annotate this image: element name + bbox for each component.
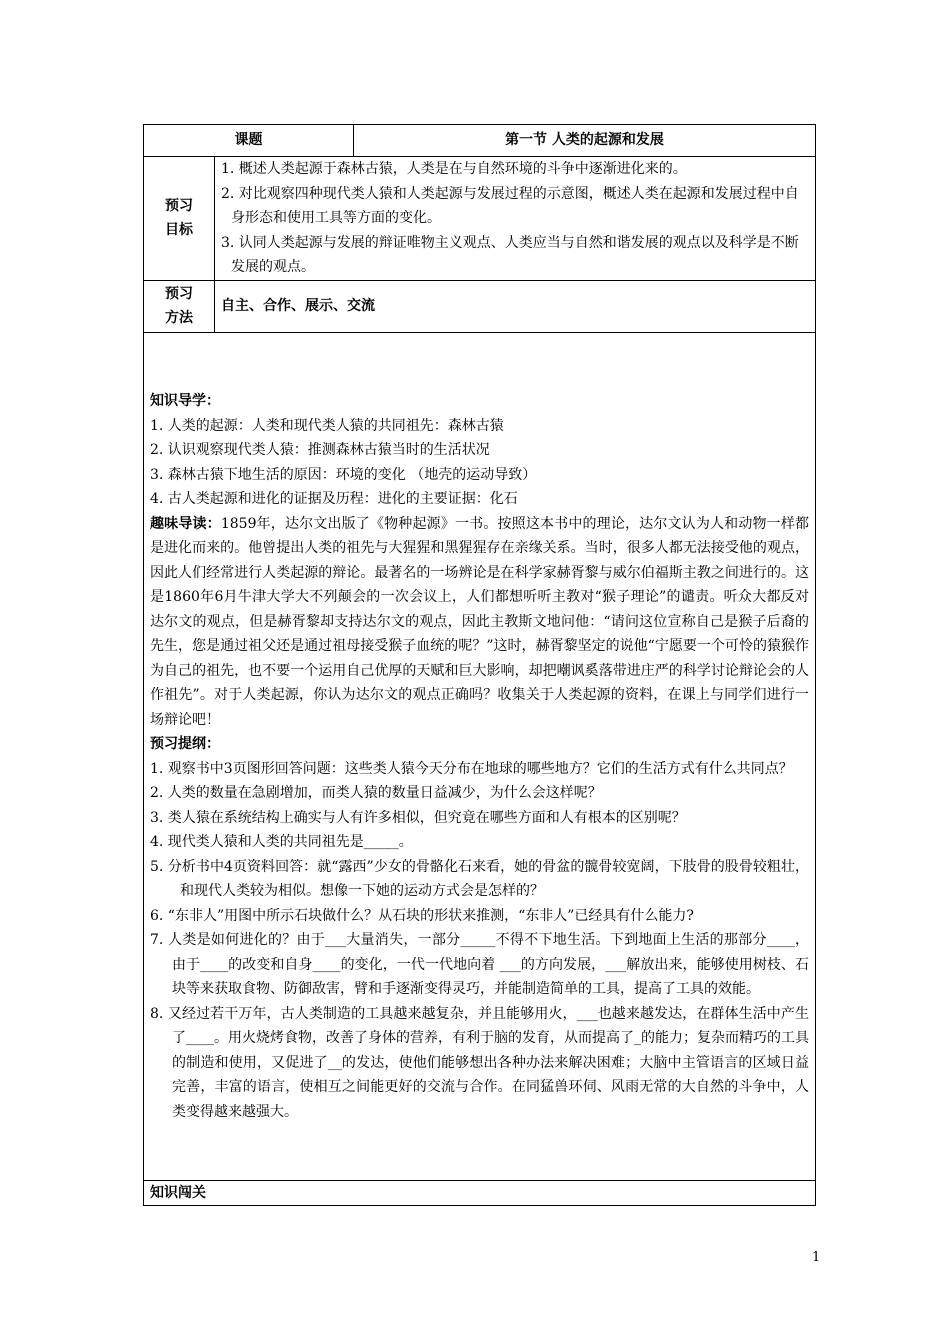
fun-reading-label: 趣味导读： [150, 515, 221, 532]
outline-item: 1. 观察书中3页图形回答问题：这些类人猿今天分布在地球的哪些地方？它们的生活方式有什么共同点？ [150, 760, 793, 777]
study-content [144, 332, 816, 1180]
guide-point: 3. 森林古猿下地生活的原因：环境的变化 （地壳的运动导致） [150, 466, 537, 483]
challenge-row [144, 1180, 816, 1206]
outline-item-ancient-humans: 8. 又经过若干万年，古人类制造的工具越来越复杂，并且能够用火，___也越来越发达，在群体生活中产生了____。用火烧烤食物，改善了身体的营养，有利于脑的发育，从而提高了_的能力；复杂而精巧的工具的制造和使用，又促进了__的发达，使他们能够想出各种办法来解决困难；大脑中主管语言的区域日益完善，丰富的语言，使相互之间能更好的交流与合作。在同猛兽环伺、风雨无常的大自然的斗争中，人类变得越来越强大。 [150, 1005, 809, 1120]
lesson-plan-table [143, 124, 816, 1206]
guide-point: 1. 人类的起源：人类和现代类人猿的共同祖先：森林古猿 [150, 417, 504, 434]
topic-label: 课题 [144, 125, 354, 157]
challenge-heading: 知识闯关 [144, 1180, 816, 1206]
fun-reading-text: 1859年，达尔文出版了《物种起源》一书。按照这本书中的理论，达尔文认为人和动物一样都是进化而来的。他曾提出人类的祖先与大猩猩和黑猩猩存在亲缘关系。当时，很多人都无法接受他的观点，因此人们经常进行人类起源的辩论。最著名的一场辨论是在科学家赫胥黎与威尔伯福斯主教之间进行的。这是1860年6月牛津大学大不列颠会的一次会议上，人们都想听听主教对“猴子理论”的谴责。听众大都反对达尔文的观点，但是赫胥黎却支持达尔文的观点，因此主教斯文地问他：“请问这位宣称自己是猴子后裔的先生，您是通过祖父还是通过祖母接受猴子血统的呢？”这时，赫胥黎坚定的说他“宁愿要一个可怜的猿猴作为自己的祖先，也不要一个运用自己优厚的天赋和巨大影响，却把嘲讽奚落带进庄严的科学讨论辩论会的人作祖先”。对于人类起源，你认为达尔文的观点正确吗？收集关于人类起源的资料，在课上与同学们进行一场辩论吧！ [150, 515, 809, 728]
page-number: 1 [812, 1250, 821, 1265]
outline-heading: 预习提纲： [150, 736, 220, 752]
header-row [144, 125, 816, 157]
guide-heading: 知识导学： [150, 393, 220, 409]
goal-item: 1. 概述人类起源于森林古猿，人类是在与自然环境的斗争中逐渐进化来的。 [221, 161, 687, 177]
guide-point: 4. 古人类起源和进化的证据及历程：进化的主要证据：化石 [150, 491, 518, 507]
lesson-title: 第一节 人类的起源和发展 [354, 125, 816, 157]
guide-point: 2. 认识观察现代类人猿：推测森林古猿当时的生活状况 [150, 442, 490, 458]
fun-reading [150, 512, 809, 733]
outline-item: 5. 分析书中4页资料回答：就“露西”少女的骨骼化石来看，她的骨盆的髋骨较宽阔，下肢骨的股骨较粗壮，和现代人类较为相似。想像一下她的运动方式会是怎样的？ [150, 858, 809, 899]
method-value: 自主、合作、展示、交流 [215, 280, 816, 332]
goals-list [215, 157, 816, 281]
goals-label: 预习 目标 [144, 157, 215, 281]
method-label: 预习 方法 [144, 280, 215, 332]
goal-item: 2. 对比观察四种现代类人猿和人类起源与发展过程的示意图，概述人类在起源和发展过程中自身形态和使用工具等方面的变化。 [221, 185, 799, 226]
goal-item: 3. 认同人类起源与发展的辩证唯物主义观点、人类应当与自然和谐发展的观点以及科学是不断发展的观点。 [221, 234, 799, 275]
outline-item: 2. 人类的数量在急剧增加，而类人猿的数量日益减少，为什么会这样呢？ [150, 785, 602, 801]
outline-item-evolution: 7. 人类是如何进化的？由于___大量消失，一部分_____不得不下地生活。下到地面上生活的那部分____，由于____的改变和自身____的变化，一代一代地向着 ___的方向发展，___解放出来，能够使用树枝、石块等来获取食物、防御敌害，臂和手逐渐变得灵巧，并能制造简单的工具，提高了工具的效能。 [150, 932, 809, 997]
goals-row [144, 157, 816, 281]
method-row [144, 280, 816, 332]
outline-item: 3. 类人猿在系统结构上确实与人有许多相似，但究竟在哪些方面和人有根本的区别呢？ [150, 809, 686, 826]
content-row [144, 332, 816, 1180]
outline-item: 4. 现代类人猿和人类的共同祖先是_____。 [150, 834, 413, 850]
outline-item: 6. “东非人”用图中所示石块做什么？从石块的形状来推测，“东非人”已经具有什么能力? [150, 907, 694, 924]
